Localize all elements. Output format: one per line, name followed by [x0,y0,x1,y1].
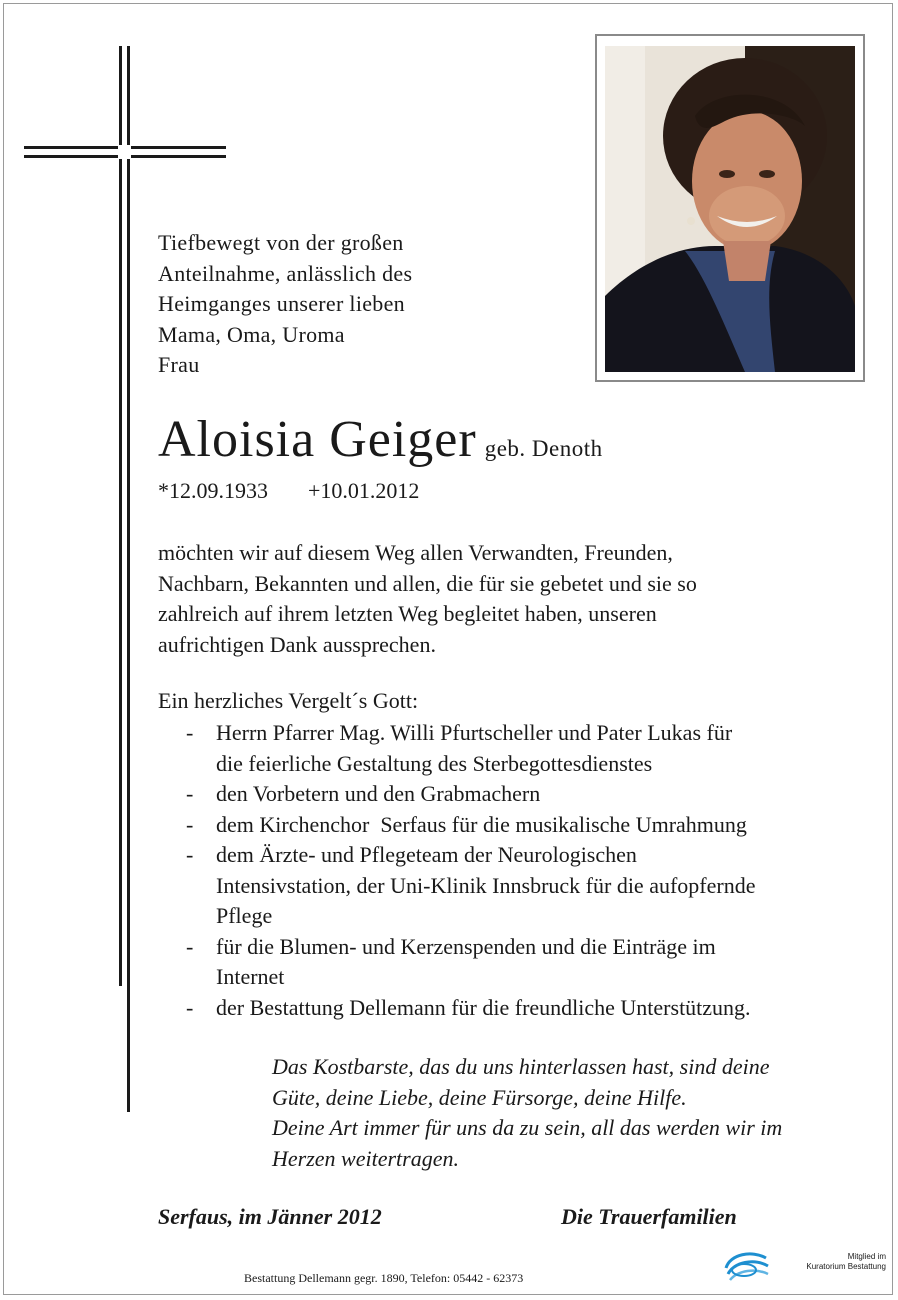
deceased-name: Aloisia Geiger [158,411,477,468]
place-and-date: Serfaus, im Jänner 2012 [158,1204,382,1229]
intro-line: Anteilnahme, anlässlich des [158,260,413,286]
bullet-dash: - [186,842,194,867]
list-item [158,840,888,932]
list-item-line: Pflege [216,903,273,928]
list-item-line: der Bestattung Dellemann für die freundliche Unterstützung. [216,994,751,1020]
quote-line: Herzen weitertragen. [272,1145,459,1171]
member-line: Kuratorium Bestattung [806,1262,886,1271]
list-item-line: den Vorbetern und den Grabmachern [216,781,541,806]
message-line: möchten wir auf diesem Weg allen Verwandten, Freunden, [158,540,673,565]
quote-line: Das Kostbarste, das du uns hinterlassen hast, sind deine [272,1054,770,1079]
message-line: zahlreich auf ihrem letzten Weg begleitet haben, unseren [158,601,657,626]
list-item [158,718,888,779]
list-item-line: Herrn Pfarrer Mag. Willi Pfurtscheller und Pater Lukas für [216,720,733,745]
portrait-photo-frame [595,34,865,382]
bullet-dash: - [186,811,194,837]
bullet-dash: - [186,933,194,959]
deceased-name-block [158,410,603,469]
intro-line: Frau [158,352,200,377]
member-label [786,1252,886,1272]
bullet-dash: - [186,781,194,806]
quote-line: Güte, deine Liebe, deine Fürsorge, deine Hilfe. [272,1084,687,1110]
quote-line: Deine Art immer für uns da zu sein, all das werden wir im [272,1115,783,1140]
member-line: Mitglied im [847,1252,886,1261]
bullet-dash: - [186,994,194,1020]
thanks-heading: Ein herzliches Vergelt´s Gott: [158,688,419,713]
list-item-line: Intensivstation, der Uni-Klinik Innsbruck für die aufopfernde [216,872,756,898]
thank-you-message [158,538,858,660]
family-signature: Die Trauerfamilien [561,1204,737,1229]
birth-name: geb. Denoth [484,436,603,461]
undertaker-info: Bestattung Dellemann gegr. 1890, Telefon: 05442 - 62373 [244,1271,524,1285]
list-item [158,779,888,810]
list-item-line: die feierliche Gestaltung des Sterbegottesdienstes [216,750,653,776]
intro-line: Heimganges unserer lieben [158,291,405,316]
message-line: aufrichtigen Dank aussprechen. [158,631,436,657]
portrait-photo [605,46,855,372]
list-item-line: dem Ärzte- und Pflegeteam der Neurologischen [216,842,637,867]
life-dates [158,478,419,504]
list-item-line: Internet [216,964,285,989]
list-item-line: dem Kirchenchor Serfaus für die musikalische Umrahmung [216,811,747,837]
kuratorium-logo-icon [722,1246,772,1286]
list-item [158,993,888,1024]
list-item [158,810,888,841]
memorial-quote [272,1052,892,1174]
intro-line: Tiefbewegt von der großen [158,230,404,255]
list-item-line: für die Blumen- und Kerzenspenden und die Einträge im [216,933,716,959]
bullet-dash: - [186,720,194,745]
message-line: Nachbarn, Bekannten und allen, die für sie gebetet und sie so [158,570,697,596]
intro-line: Mama, Oma, Uroma [158,321,345,347]
intro-text [158,228,578,381]
death-date: +10.01.2012 [308,478,420,503]
thanks-list [158,718,888,1023]
birth-date: *12.09.1933 [158,478,268,503]
list-item [158,932,888,993]
